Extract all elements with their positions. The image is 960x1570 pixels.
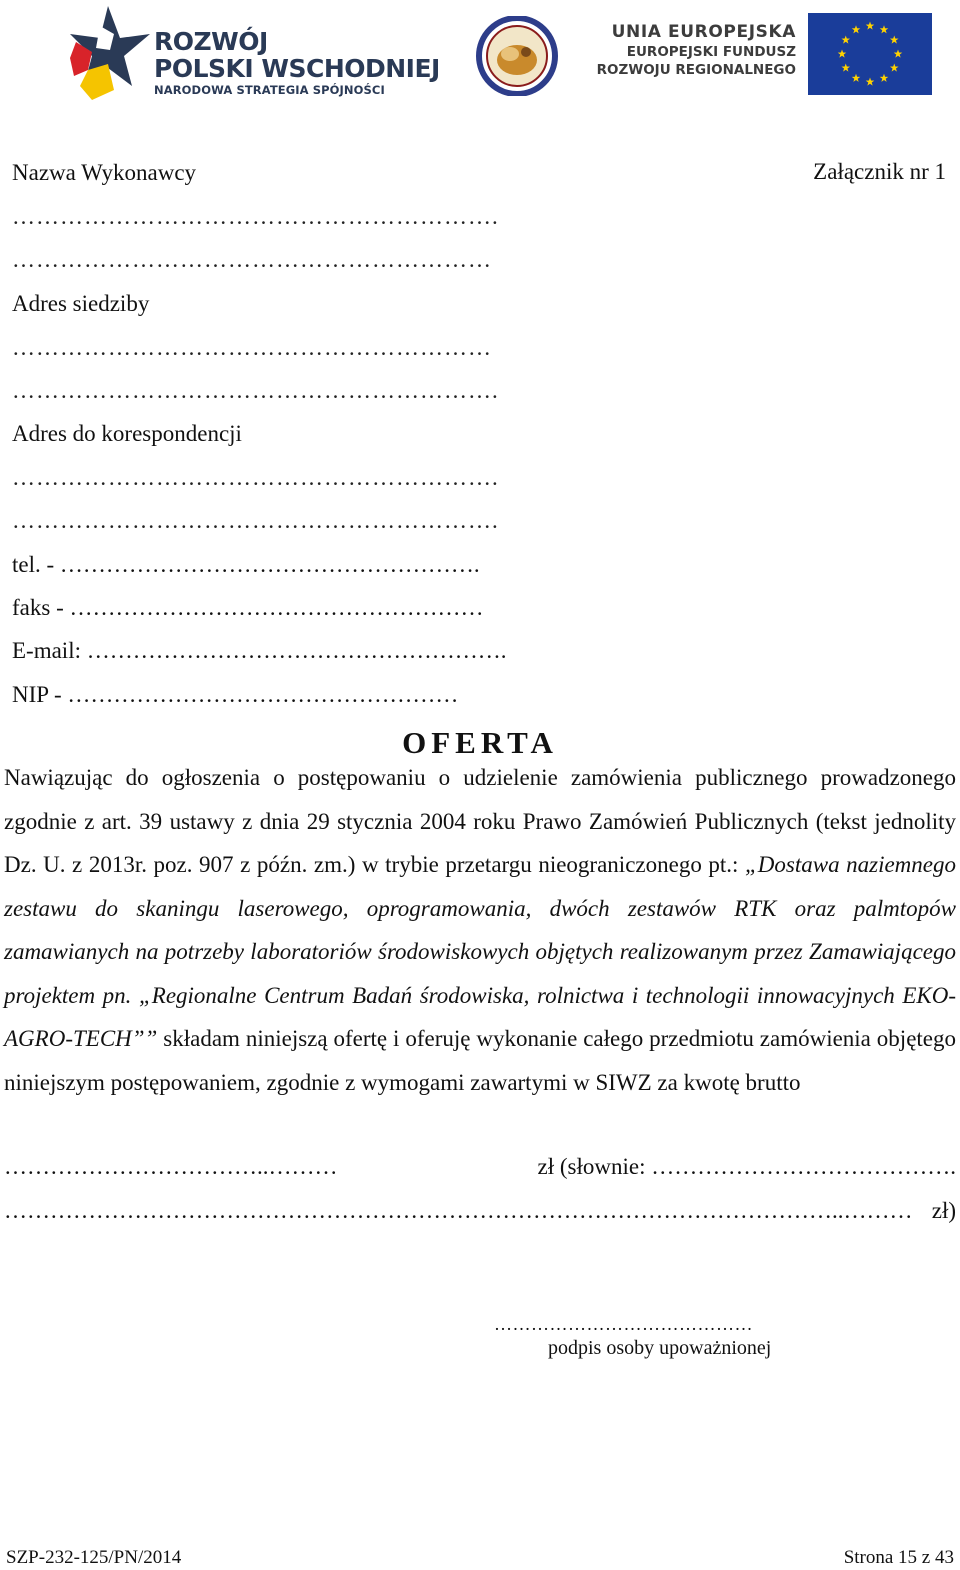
rpw-line-3: NARODOWA STRATEGIA SPÓJNOŚCI bbox=[154, 83, 385, 97]
price-words-line bbox=[4, 1196, 956, 1226]
offer-text-intro: Nawiązując do ogłoszenia o postępowaniu o udzielenie zamówienia publicznego prowadzonego zgodnie z art. 39 ustawy z dnia 29 stycznia 2004 roku Prawo Zamówień Publicznych (tekst jednolity Dz. U. z 2013r. poz. 907 z późn. zm.) w trybie przetargu nieograniczonego pt.: bbox=[4, 765, 956, 877]
price-line bbox=[4, 1152, 956, 1182]
header-logos bbox=[0, 0, 960, 110]
price-amount-dots: ……………………………..……… bbox=[4, 1154, 338, 1179]
eu-wordmark bbox=[586, 22, 796, 79]
contractor-name-dots-2: …………………………………………………… bbox=[12, 247, 492, 272]
footer-reference: SZP-232-125/PN/2014 bbox=[6, 1547, 182, 1568]
offer-title: OFERTA bbox=[402, 725, 558, 760]
star-emblem-icon bbox=[70, 4, 150, 104]
correspondence-dots-1: ……………………………………………………. bbox=[12, 465, 499, 490]
price-words-dots: ………………………………………………………………………………………………..……… bbox=[4, 1198, 913, 1223]
contractor-name-label: Nazwa Wykonawcy bbox=[12, 160, 197, 185]
tel-field: tel. - ………………………………………………. bbox=[12, 552, 480, 577]
fax-field: faks - ……………………………………………… bbox=[12, 595, 484, 620]
hq-address-label: Adres siedziby bbox=[12, 291, 150, 316]
contractor-name-dots-1: ……………………………………………………. bbox=[12, 204, 499, 229]
rpw-wordmark bbox=[154, 28, 440, 98]
correspondence-dots-2: ……………………………………………………. bbox=[12, 508, 499, 533]
price-words-close: zł) bbox=[931, 1198, 956, 1223]
nip-field: NIP - …………………………………………… bbox=[12, 682, 459, 707]
price-in-words: zł (słownie: …………………………………. bbox=[537, 1154, 956, 1179]
rpw-line-1: ROZWÓJ bbox=[154, 27, 268, 56]
annex-label: Załącznik nr 1 bbox=[813, 159, 946, 184]
hq-address-dots-1: …………………………………………………… bbox=[12, 335, 492, 360]
offer-paragraph bbox=[4, 756, 956, 1104]
eu-erdf-logo bbox=[586, 8, 936, 98]
eu-line-1: UNIA EUROPEJSKA bbox=[611, 22, 796, 42]
rozwoj-polski-wschodniej-logo bbox=[70, 4, 440, 104]
eu-line-2: EUROPEJSKI FUNDUSZ bbox=[626, 44, 796, 60]
eu-line-3: ROZWOJU REGIONALNEGO bbox=[596, 62, 796, 78]
email-field: E-mail: ………………………………………………. bbox=[12, 638, 507, 663]
rpw-line-2: POLSKI WSCHODNIEJ bbox=[154, 54, 440, 83]
footer-page-number: Strona 15 z 43 bbox=[843, 1547, 954, 1568]
offer-subject-italic: „Dostawa naziemnego zestawu do skaningu laserowego, oprogramowania, dwóch zestawów RTK oraz palmtopów zamawianych na potrzeby laboratoriów środowiskowych objętych realizowanym przez Zamawiającego projektem pn. „Regionalne Centrum Badań środowiska, rolnictwa i technologii innowacyjnych EKO-AGRO-TECH”” bbox=[4, 852, 956, 1051]
offer-text-closing: składam niniejszą ofertę i oferuję wykonanie całego przedmiotu zamówienia objętego niniejszym postępowaniem, zgodnie z wymogami zawartymi w SIWZ za kwotę brutto bbox=[4, 1026, 956, 1095]
signature-label: podpis osoby upoważnionej bbox=[548, 1337, 772, 1359]
hq-address-dots-2: ……………………………………………………. bbox=[12, 378, 499, 403]
correspondence-address-label: Adres do korespondencji bbox=[12, 421, 242, 446]
signature-dots: …………………………………… bbox=[494, 1314, 753, 1334]
eu-flag-icon bbox=[808, 13, 932, 95]
university-seal-icon bbox=[476, 16, 558, 96]
